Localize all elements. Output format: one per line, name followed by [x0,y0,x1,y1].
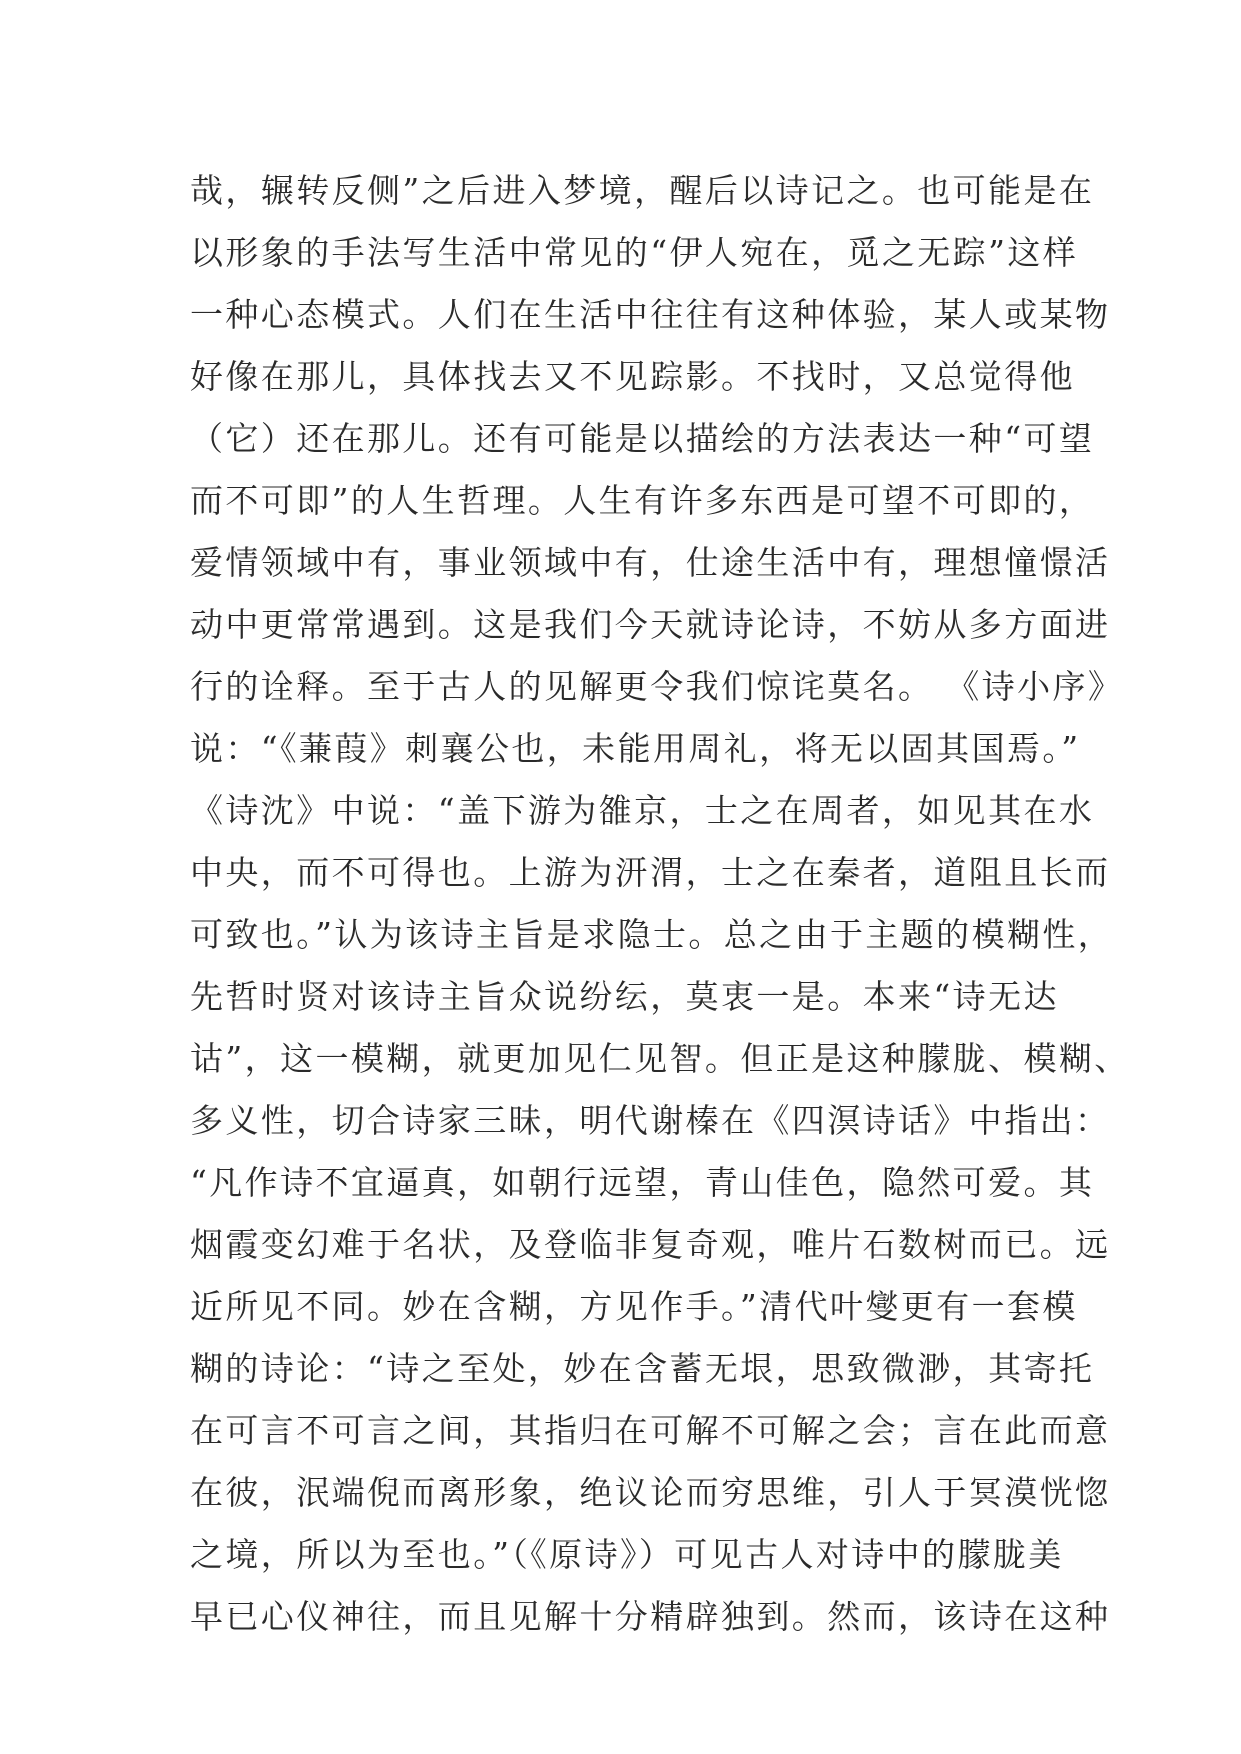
text-line: 诂”，这一模糊，就更加见仁见智。但正是这种朦胧、模糊、 [190,1039,1130,1078]
text-line: 之境，所以为至也。”（《原诗》）可见古人对诗中的朦胧美 [190,1535,1064,1574]
text-line: 《诗沈》中说：“盖下游为雒京，士之在周者，如见其在水 [190,791,1095,830]
text-line: （它）还在那儿。还有可能是以描绘的方法表达一种“可望 [190,419,1095,458]
text-line: 早已心仪神往，而且见解十分精辟独到。然而，该诗在这种 [190,1597,1111,1636]
text-line: 中央，而不可得也。上游为汧渭，士之在秦者，道阻且长而 [190,853,1111,892]
text-line: 而不可即”的人生哲理。人生有许多东西是可望不可即的， [190,481,1095,520]
text-line: 以形象的手法写生活中常见的“伊人宛在，觅之无踪”这样 [190,233,1079,272]
text-line: 说：“《蒹葭》刺襄公也，未能用周礼，将无以固其国焉。” [190,729,1081,768]
text-line: 在彼，泯端倪而离形象，绝议论而穷思维，引人于冥漠恍惚 [190,1473,1111,1512]
text-line: 糊的诗论：“诗之至处，妙在含蓄无垠，思致微渺，其寄托 [190,1349,1095,1388]
text-line: 烟霞变幻难于名状，及登临非复奇观，唯片石数树而已。远 [190,1225,1111,1264]
text-line: “凡作诗不宜逼真，如朝行远望，青山佳色，隐然可爱。其 [190,1163,1095,1202]
text-line: 哉，辗转反侧”之后进入梦境，醒后以诗记之。也可能是在 [190,171,1095,210]
text-line: 好像在那儿，具体找去又不见踪影。不找时，又总觉得他 [190,357,1075,396]
text-line: 一种心态模式。人们在生活中往往有这种体验，某人或某物 [190,295,1111,334]
text-line: 可致也。”认为该诗主旨是求隐士。总之由于主题的模糊性， [190,915,1114,954]
text-line: 多义性，切合诗家三昧，明代谢榛在《四溟诗话》中指出： [190,1101,1111,1140]
text-line: 行的诠释。至于古人的见解更令我们惊诧莫名。 《诗小序》 [190,667,1124,706]
text-line: 近所见不同。妙在含糊，方见作手。”清代叶燮更有一套模 [190,1287,1078,1326]
text-line: 先哲时贤对该诗主旨众说纷纭，莫衷一是。本来“诗无达 [190,977,1059,1016]
text-line: 动中更常常遇到。这是我们今天就诗论诗，不妨从多方面进 [190,605,1111,644]
text-line: 爱情领域中有，事业领域中有，仕途生活中有，理想憧憬活 [190,543,1111,582]
body-text [190,160,1130,1648]
text-line: 在可言不可言之间，其指归在可解不可解之会；言在此而意 [190,1411,1111,1450]
